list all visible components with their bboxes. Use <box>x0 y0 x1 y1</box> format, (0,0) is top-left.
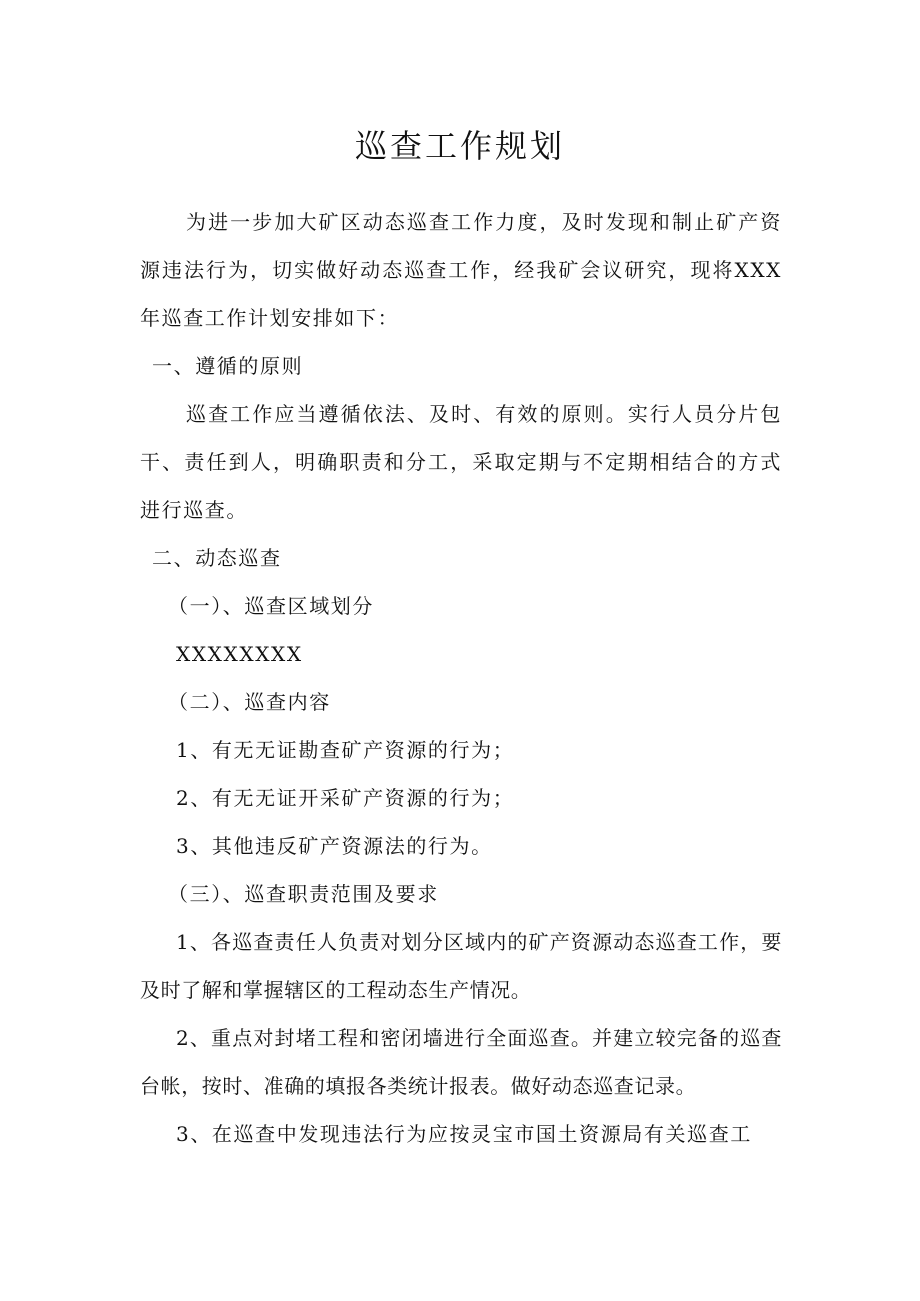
duty-item-2: 2、重点对封堵工程和密闭墙进行全面巡查。并建立较完备的巡查台帐，按时、准确的填报各类统计报表。做好动态巡查记录。 <box>140 1026 782 1098</box>
document-body <box>140 198 782 1158</box>
document-title: 巡查工作规划 <box>354 127 565 165</box>
subsection-heading-1: （一）、巡查区域划分 <box>168 594 374 618</box>
subsection-heading-3: （三）、巡查职责范围及要求 <box>168 882 439 906</box>
duty-item-3: 3、在巡查中发现违法行为应按灵宝市国土资源局有关巡查工 <box>176 1122 752 1146</box>
region-placeholder: XXXXXXXX <box>176 642 303 666</box>
content-item-1: 1、有无无证勘查矿产资源的行为； <box>176 738 515 762</box>
content-item-3: 3、其他违反矿产资源法的行为。 <box>176 834 493 858</box>
section-heading-1: 一、遵循的原则 <box>152 354 304 378</box>
duty-item-1: 1、各巡查责任人负责对划分区域内的矿产资源动态巡查工作，要及时了解和掌握辖区的工程动态生产情况。 <box>140 930 782 1002</box>
intro-paragraph: 为进一步加大矿区动态巡查工作力度，及时发现和制止矿产资源违法行为，切实做好动态巡查工作，经我矿会议研究，现将XXX年巡查工作计划安排如下： <box>140 210 782 330</box>
content-item-2: 2、有无无证开采矿产资源的行为； <box>176 786 515 810</box>
section-heading-2: 二、动态巡查 <box>152 546 282 570</box>
principle-paragraph: 巡查工作应当遵循依法、及时、有效的原则。实行人员分片包干、责任到人，明确职责和分工，采取定期与不定期相结合的方式进行巡查。 <box>140 402 782 522</box>
subsection-heading-2: （二）、巡查内容 <box>168 690 331 714</box>
